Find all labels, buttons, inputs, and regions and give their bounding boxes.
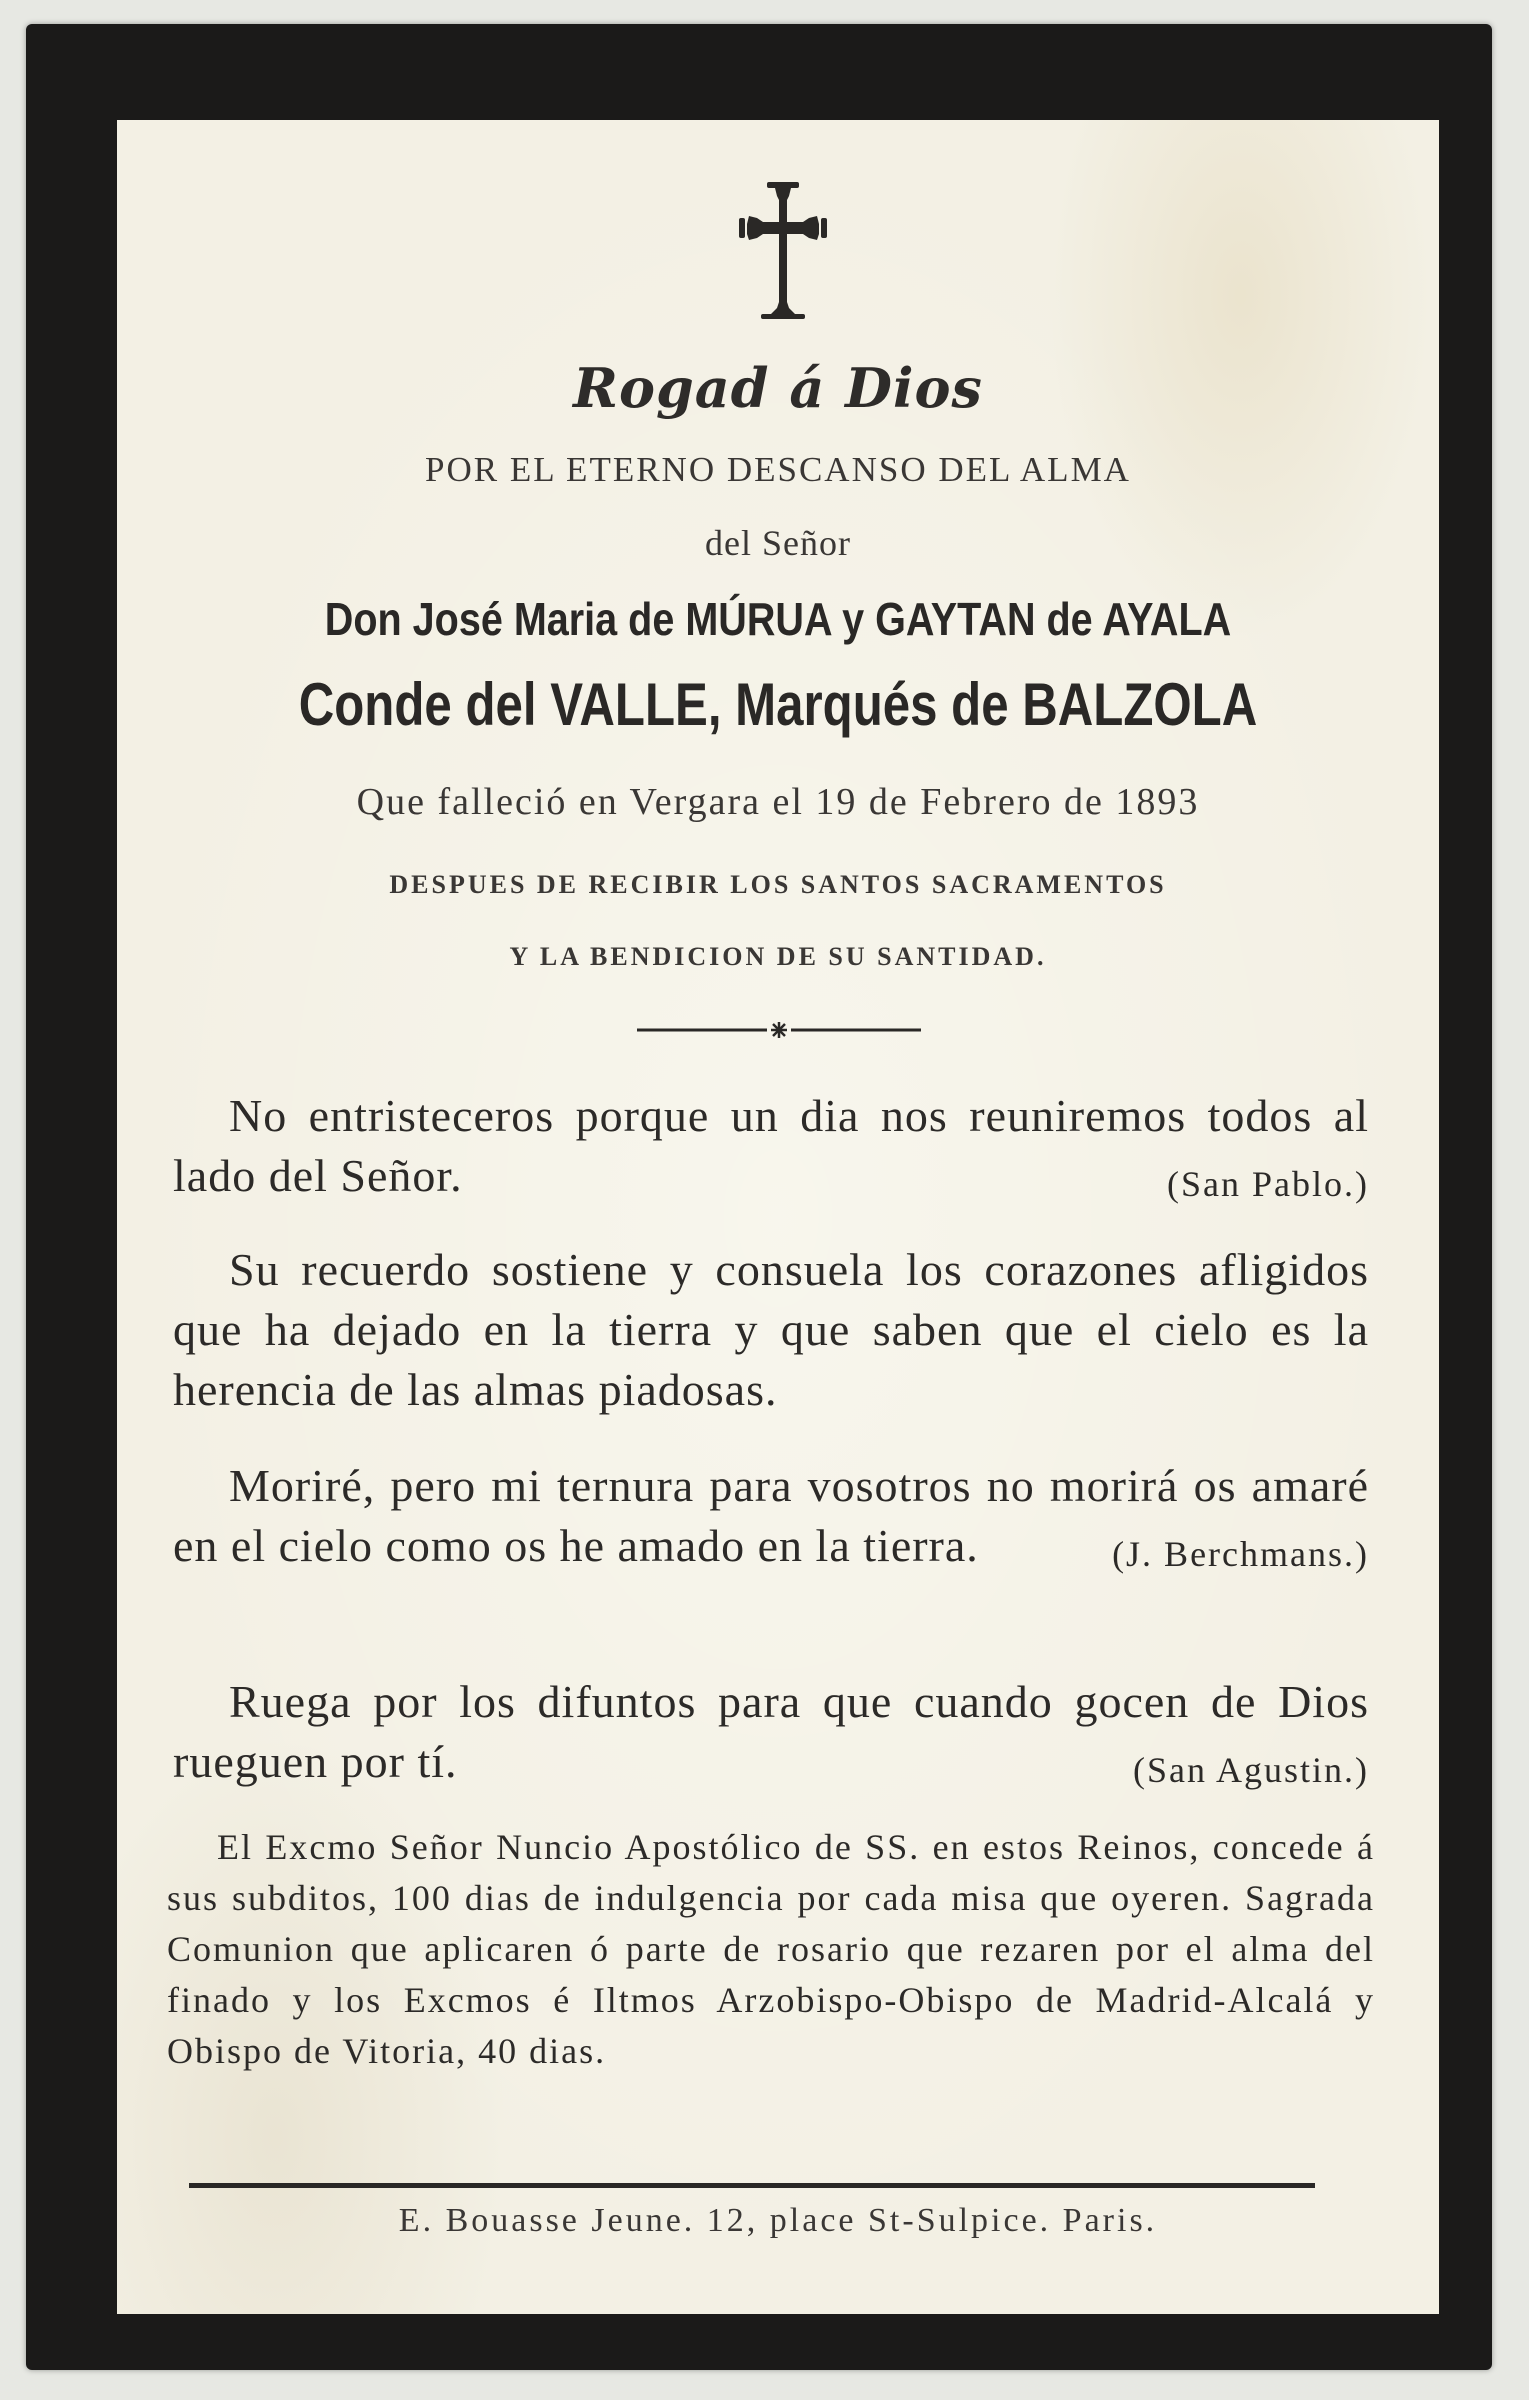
death-statement: Que falleció en Vergara el 19 de Febrero de 1893 <box>356 781 1200 823</box>
quote-recuerdo <box>173 1240 1369 1420</box>
deceased-name: Don José Maria de MÚRUA y GAYTAN de AYALA <box>324 593 1232 645</box>
quote-text: Moriré, pero mi ternura para vosotros no morirá os amaré en el cielo como os he amado en la tierra. <box>173 1460 1369 1571</box>
honorific-line: del Señor <box>705 523 851 563</box>
quote-san-agustin <box>173 1672 1369 1800</box>
quote-san-pablo <box>173 1086 1369 1214</box>
sacraments-line: DESPUES DE RECIBIR LOS SANTOS SACRAMENTOS <box>389 870 1167 899</box>
intro-line: POR EL ETERNO DESCANSO DEL ALMA <box>425 450 1131 489</box>
noble-title: Conde del VALLE, Marqués de BALZOLA <box>298 671 1258 738</box>
indulgence-notice: El Excmo Señor Nuncio Apostólico de SS. en estos Reinos, concede á sus subditos, 100 dias de indulgencia por cada misa que oyeren. Sagrada Comunion que aplicaren ó parte de rosario que rezaren por el alma del finado y los Excmos é Iltmos Arzobispo-Obispo de Madrid-Alcalá y Obispo de Vitoria, 40 dias. <box>167 1827 1375 2071</box>
quote-source: (San Agustin.) <box>1132 1750 1369 1790</box>
cross-icon <box>723 178 843 323</box>
quote-text: No entristeceros porque un dia nos reuniremos todos al lado del Señor. <box>173 1090 1369 1201</box>
quote-source: (San Pablo.) <box>1167 1164 1369 1204</box>
mourning-card <box>117 120 1439 2314</box>
divider-rule <box>189 2183 1315 2188</box>
printer-imprint: E. Bouasse Jeune. 12, place St-Sulpice. Paris. <box>398 2202 1158 2239</box>
star-divider-icon <box>637 1020 921 1040</box>
card-header: Rogad á Dios <box>573 356 983 420</box>
quote-source: (J. Berchmans.) <box>1112 1534 1369 1574</box>
quote-berchmans <box>173 1456 1369 1584</box>
mourning-card-border <box>26 24 1492 2370</box>
quote-text: Ruega por los difuntos para que cuando gocen de Dios rueguen por tí. <box>173 1676 1369 1787</box>
blessing-line: Y LA BENDICION DE SU SANTIDAD. <box>509 942 1047 971</box>
quote-text: Su recuerdo sostiene y consuela los corazones afligidos que ha dejado en la tierra y que saben que el cielo es la herencia de las almas piadosas. <box>173 1244 1369 1415</box>
